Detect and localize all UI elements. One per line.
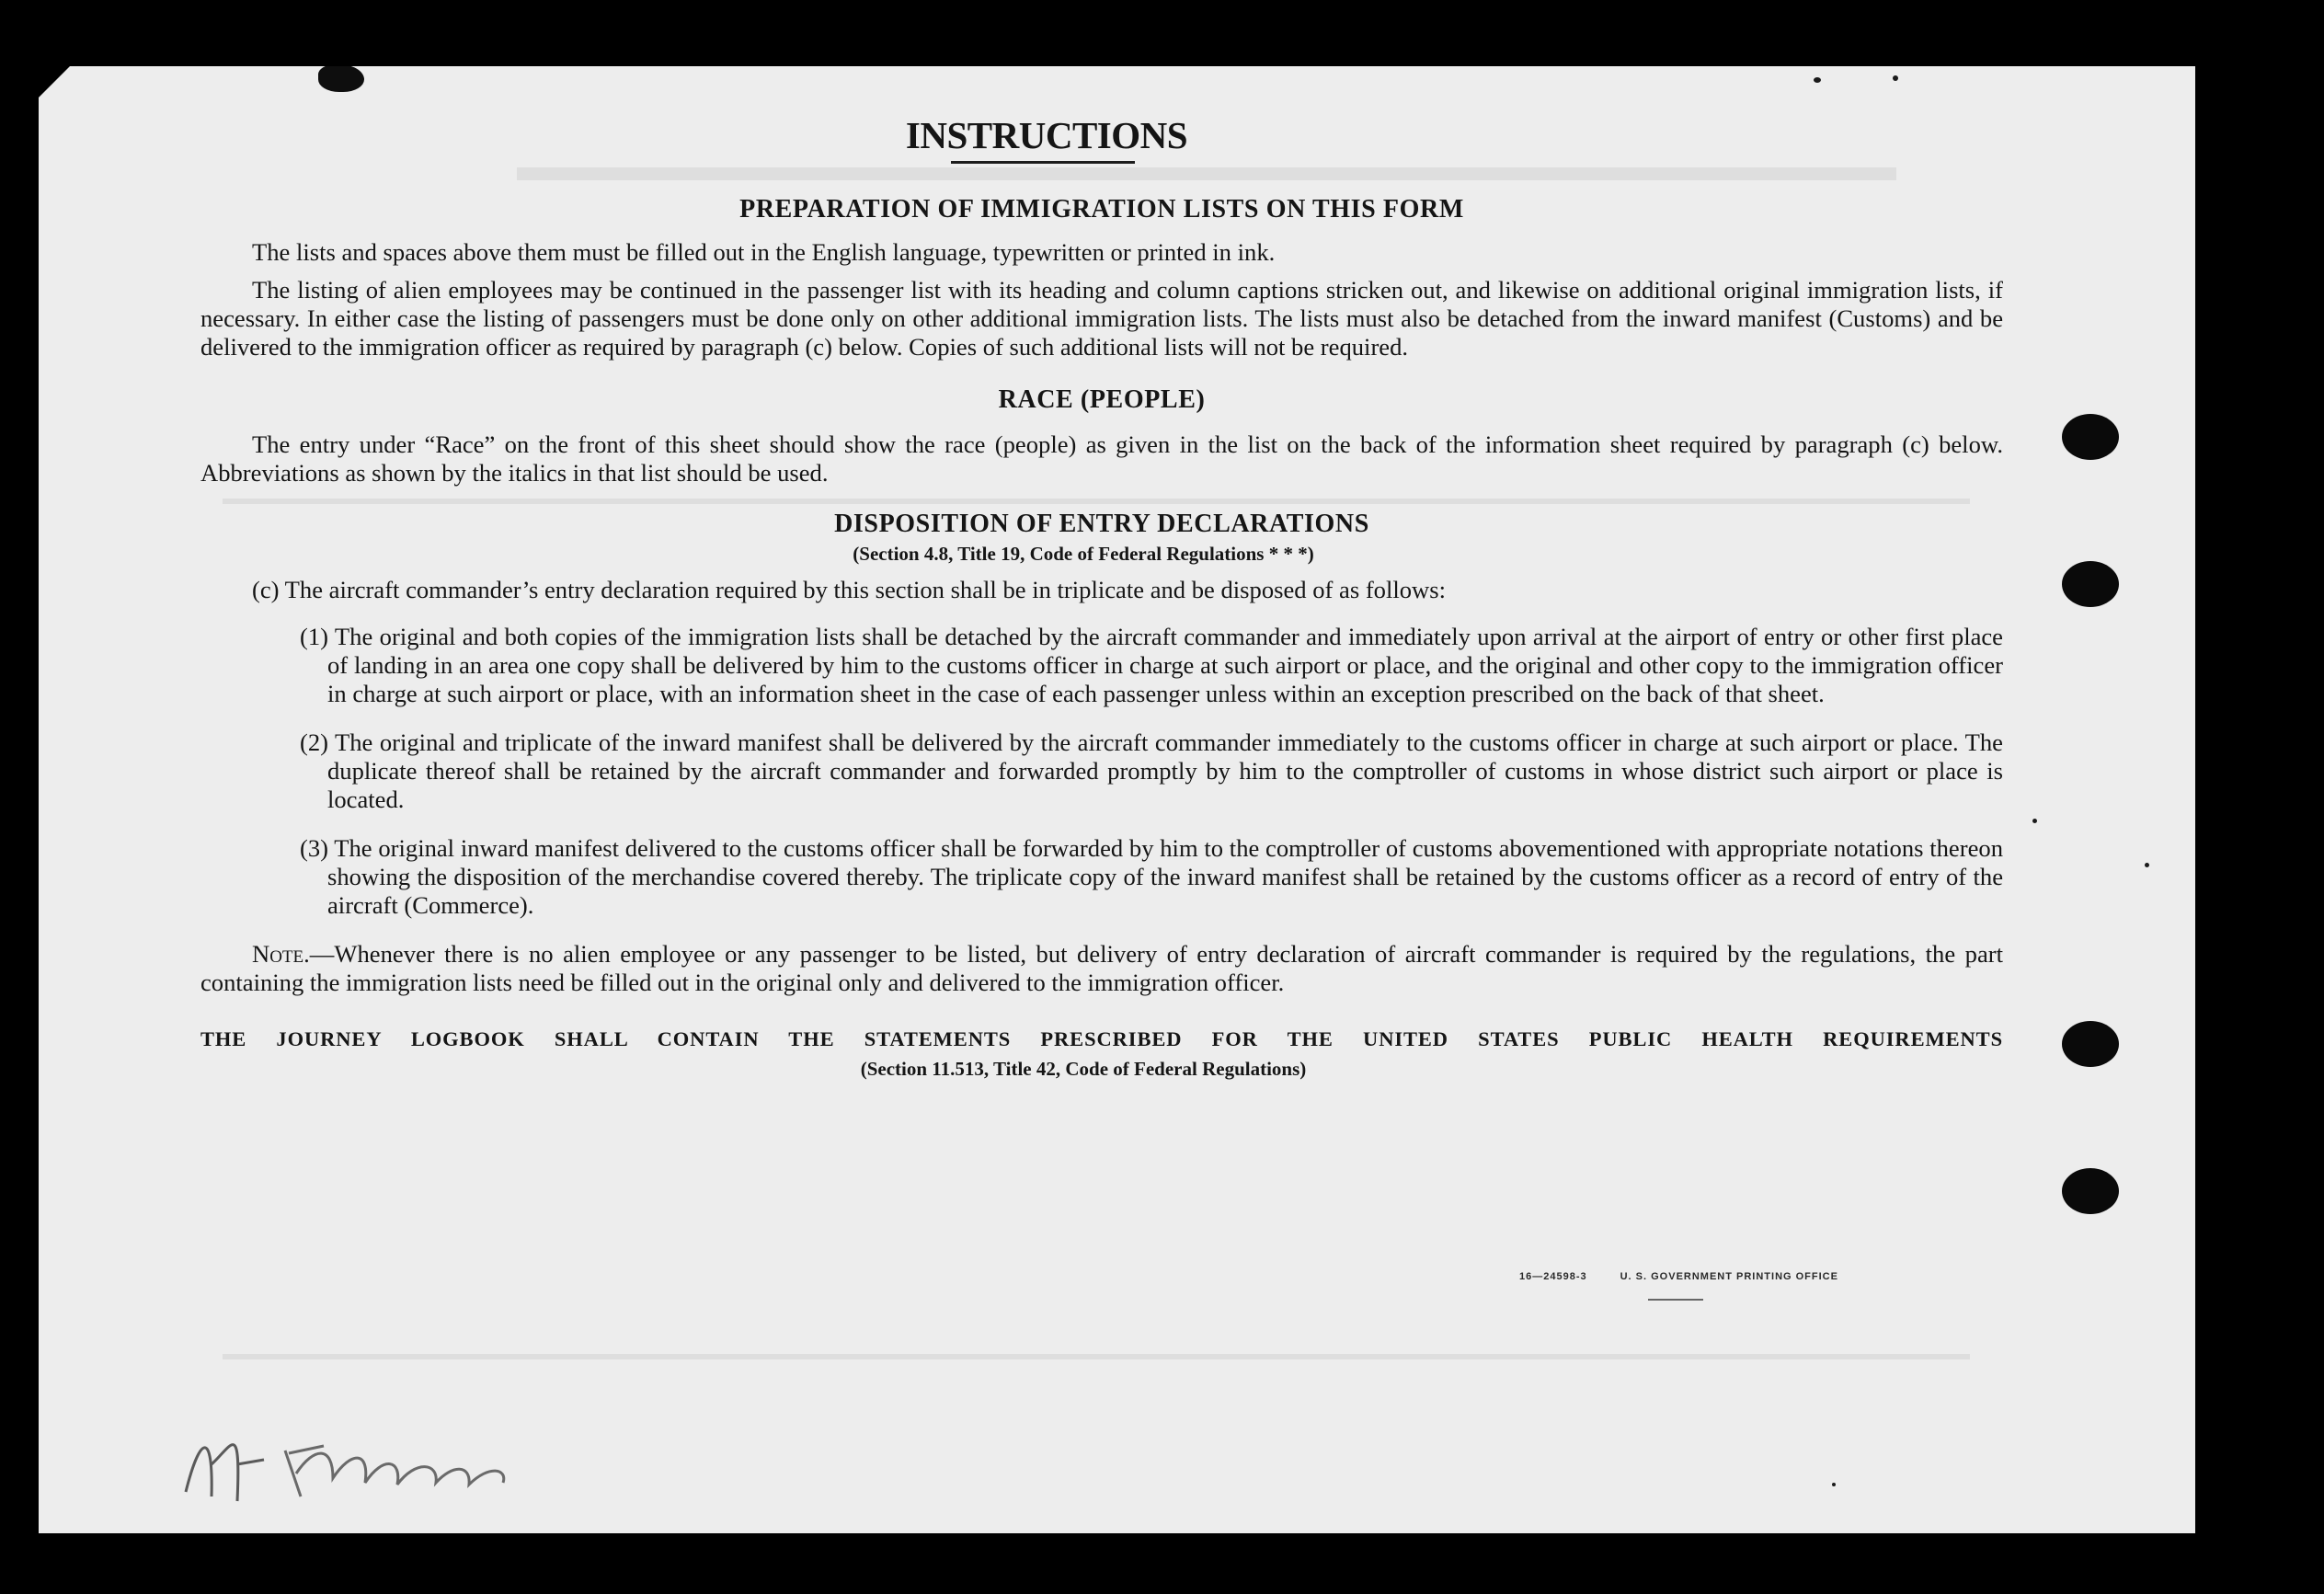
paragraph-race: The entry under “Race” on the front of this sheet should show the race (people) as given in the list on the back of the information sheet required by paragraph (c) below. Abbreviations as shown by the italics in that list should be used. <box>200 430 2003 487</box>
health-requirements-line: THE JOURNEY LOGBOOK SHALL CONTAIN THE STATEMENTS PRESCRIBED FOR THE UNITED STATES PUBLIC HEALTH REQUIREMENTS <box>200 1027 2003 1050</box>
list-item-2: (2) The original and triplicate of the inward manifest shall be delivered by the aircraft commander immediately to the customs officer in charge at such airport or place. The duplicate thereof shall be retained by the aircraft commander and forwarded promptly by him to the comptroller of customs in whose district such airport or place is located. <box>300 728 2003 813</box>
punch-hole <box>2062 1168 2119 1214</box>
list-item-1: (1) The original and both copies of the immigration lists shall be detached by the aircraft commander and immediately upon arrival at the airport of entry or other first place of landing in an area one copy shall be delivered by him to the customs officer in charge at such airport or place, and the original and other copy to the immigration officer in charge at such airport or place, with an information sheet in the case of each passenger unless within an exception prescribed on the back of that sheet. <box>300 623 2003 707</box>
punch-hole <box>2062 561 2119 607</box>
section-citation-disposition: (Section 4.8, Title 19, Code of Federal Regulations * * *) <box>853 543 1314 565</box>
ink-speck <box>1893 75 1898 81</box>
printer-office: U. S. GOVERNMENT PRINTING OFFICE <box>1620 1271 1838 1282</box>
punch-hole <box>2062 1021 2119 1067</box>
paragraph-c-intro: (c) The aircraft commander’s entry declaration required by this section shall be in triplicate and be disposed of as follows: <box>252 576 1446 603</box>
section-heading-disposition: DISPOSITION OF ENTRY DECLARATIONS <box>834 510 1369 538</box>
paper-tear-mark <box>318 66 364 92</box>
handwritten-signature <box>177 1409 600 1510</box>
printer-imprint <box>1519 1271 1838 1282</box>
paragraph-language: The lists and spaces above them must be filled out in the English language, typewritten or printed in ink. <box>252 238 1276 266</box>
note-paragraph <box>200 940 2003 997</box>
instructions-body <box>200 114 2003 1084</box>
ink-speck <box>1814 77 1821 83</box>
ink-speck <box>1832 1483 1836 1486</box>
printer-code: 16—24598-3 <box>1519 1271 1587 1282</box>
paragraph-alien-listing: The listing of alien employees may be continued in the passenger list with its heading and column captions stricken out, and likewise on additional original immigration lists, if necessary. In either case the listing of passengers must be done only on other additional immigration lists. The lists must also be detached from the inward manifest (Customs) and be delivered to the immigration officer as required by paragraph (c) below. Copies of such additional lists will not be required. <box>200 276 2003 361</box>
ink-speck <box>2145 863 2149 867</box>
title-rule <box>951 161 1135 164</box>
section-heading-race: RACE (PEOPLE) <box>998 385 1206 414</box>
corner-tear <box>39 66 70 97</box>
page-title: INSTRUCTIONS <box>905 114 1188 156</box>
punch-hole <box>2062 414 2119 460</box>
document-sheet <box>39 66 2195 1533</box>
ink-speck <box>2032 819 2037 823</box>
section-heading-preparation: PREPARATION OF IMMIGRATION LISTS ON THIS FORM <box>739 195 1464 224</box>
printer-rule <box>1648 1299 1703 1301</box>
note-text: —Whenever there is no alien employee or any passenger to be listed, but delivery of entry declaration of aircraft commander is required by the regulations, the part containing the immigration lists need be filled out in the original only and delivered to the immigration officer. <box>200 940 2003 996</box>
health-requirements-citation: (Section 11.513, Title 42, Code of Federal Regulations) <box>860 1058 1307 1080</box>
note-lead: Note. <box>252 940 310 968</box>
list-item-3: (3) The original inward manifest delivered to the customs officer shall be forwarded by him to the comptroller of customs abovementioned with appropriate notations thereon showing the disposition of the merchandise covered thereby. The triplicate copy of the inward manifest shall be retained by the customs officer as a record of entry of the aircraft (Commerce). <box>300 834 2003 919</box>
